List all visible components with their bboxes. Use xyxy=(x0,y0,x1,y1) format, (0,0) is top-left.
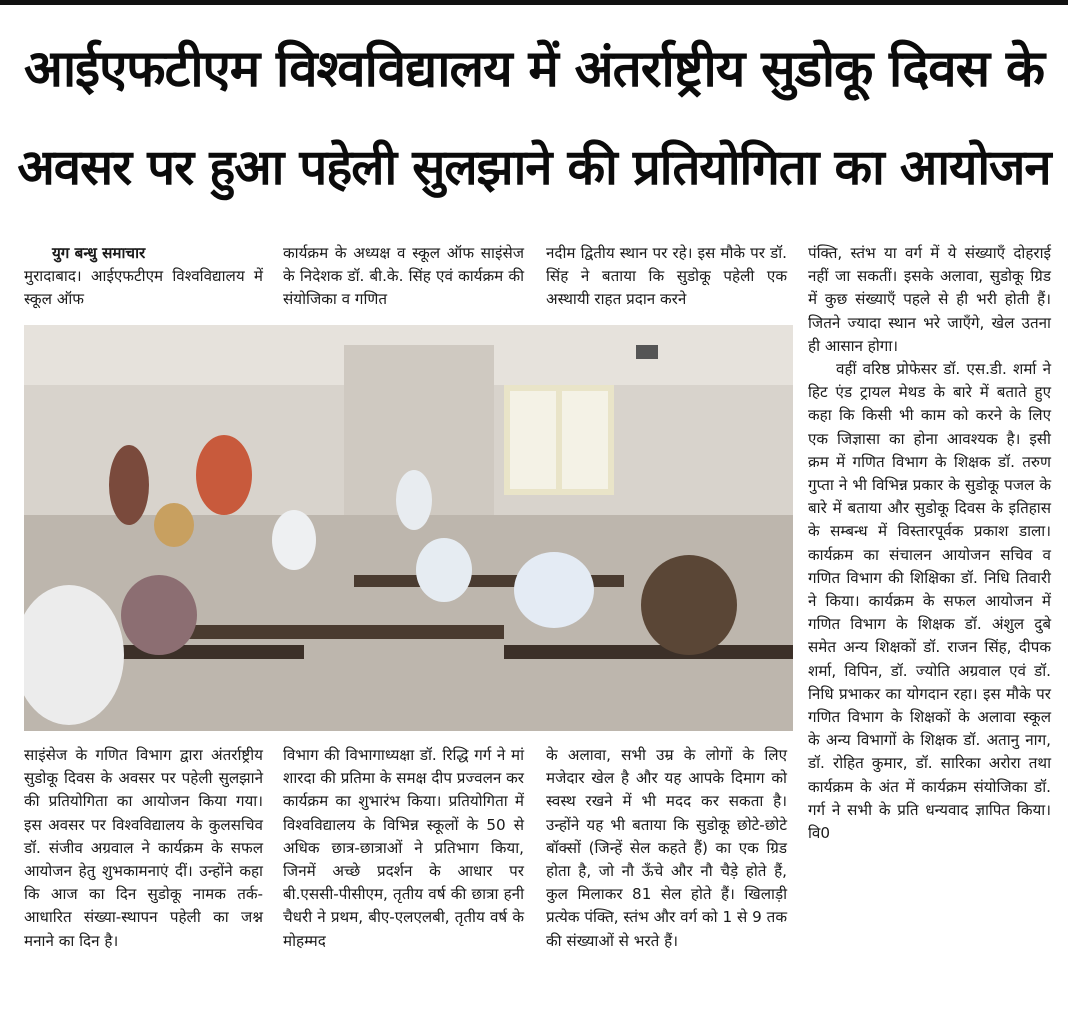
article-column-4 xyxy=(808,242,1051,845)
article-column-1-bottom: साइंसेज के गणित विभाग द्वारा अंतर्राष्ट्रीय सुडोकू दिवस के अवसर पर पहेली सुलझाने की प्रतियोगिता का आयोजन किया गया। इस अवसर पर विश्वविद्यालय के कुलसचिव डॉ. संजीव अग्रवाल ने कार्यक्रम के सफल आयोजन हेतु शुभकामनाएं दीं। उन्होंने कहा कि आज का दिन सुडोकू नामक तर्क-आधारित संख्या-स्थापन पहेली का जश्न मनाने का दिन है। xyxy=(24,746,263,950)
article-column-3-bottom: के अलावा, सभी उम्र के लोगों के लिए मजेदार खेल है और यह आपके दिमाग को स्वस्थ रखने में भी मदद कर सकता है। उन्होंने यह भी बताया कि सुडोकू छोटे-छोटे बॉक्सों (जिन्हें सेल कहते हैं) का एक ग्रिड होता है, जो नौ ऊँचे और नौ चैड़े होते हैं, कुल मिलाकर 81 सेल होते हैं। खिलाड़ी प्रत्येक पंक्ति, स्तंभ और वर्ग को 1 से 9 तक की संख्याओं से भरते हैं। xyxy=(546,746,787,950)
article-column-1-top xyxy=(24,242,263,312)
page-top-rule xyxy=(0,0,1068,5)
dateline-paragraph: मुरादाबाद। आईएफटीएम विश्वविद्यालय में स्कूल ऑफ xyxy=(24,267,263,309)
article-column-2-top: कार्यक्रम के अध्यक्ष व स्कूल ऑफ साइंसेज के निदेशक डॉ. बी.के. सिंह एवं कार्यक्रम की संयोजिका व गणित xyxy=(283,244,524,309)
headline-line-1: आईएफटीएम विश्वविद्यालय में अंतर्राष्ट्रीय सुडोकू दिवस के xyxy=(23,40,1045,99)
byline: युग बन्धु समाचार xyxy=(52,244,146,262)
column-4-paragraph-2: वहीं वरिष्ठ प्रोफेसर डॉ. एस.डी. शर्मा ने हिट एंड ट्रायल मेथड के बारे में बताते हुए कहा कि किसी भी काम को करने के लिए एक जिज्ञासा का होना आवश्यक है। इसी क्रम में गणित विभाग के शिक्षक डॉ. तरुण गुप्ता ने भी विभिन्न प्रकार के सुडोकू पजल के बारे में बताया और सुडोकू दिवस के इतिहास के सम्बन्ध में विस्तारपूर्वक प्रकाश डाला। कार्यक्रम का संचालन आयोजन सचिव व गणित विभाग की शिक्षिका डॉ. निधि तिवारी ने किया। कार्यक्रम के सफल आयोजन में गणित विभाग के शिक्षक डॉ. अंशुल दुबे समेत अन्य शिक्षकों डॉ. राजन सिंह, दीपक शर्मा, विपिन, डॉ. ज्योति अग्रवाल एवं डॉ. निधि प्रभाकर का योगदान रहा। इस मौके पर गणित विभाग के शिक्षकों के अलावा स्कूल के अन्य विभागों के शिक्षक डॉ. अतानु नाग, डॉ. रोहित कुमार, डॉ. सारिका अरोरा तथा कार्यक्रम के अंत में कार्यक्रम संयोजिका डॉ. गर्ग ने सभी के प्रति धन्यवाद ज्ञापित किया। वि0 xyxy=(808,360,1051,843)
event-photo xyxy=(24,325,793,731)
column-4-paragraph-1: पंक्ति, स्तंभ या वर्ग में ये संख्याएँ दोहराई नहीं जा सकतीं। इसके अलावा, सुडोकू ग्रिड में कुछ संख्याएँ पहले से ही भरी होती हैं। जितने ज्यादा स्थान भरे जाएँगे, खेल उतना ही आसान होगा। xyxy=(808,244,1051,355)
article-column-2-bottom: विभाग की विभागाध्यक्षा डॉ. रिद्धि गर्ग ने मां शारदा की प्रतिमा के समक्ष दीप प्रज्वलन कर कार्यक्रम का शुभारंभ किया। प्रतियोगिता में विश्वविद्यालय के विभिन्न स्कूलों के 50 से अधिक छात्र-छात्राओं ने प्रतिभाग किया, जिनमें अच्छे प्रदर्शन के आधार पर बी.एससी-पीसीएम, तृतीय वर्ष की छात्रा हनी चैधरी ने प्रथम, बीए-एलएलबी, तृतीय वर्ष के मोहम्मद xyxy=(283,746,525,950)
article-column-3-top: नदीम द्वितीय स्थान पर रहे। इस मौके पर डॉ. सिंह ने बताया कि सुडोकू पहेली एक अस्थायी राहत प्रदान करने xyxy=(546,244,787,309)
headline-line-2: अवसर पर हुआ पहेली सुलझाने की प्रतियोगिता का आयोजन xyxy=(17,139,1051,196)
